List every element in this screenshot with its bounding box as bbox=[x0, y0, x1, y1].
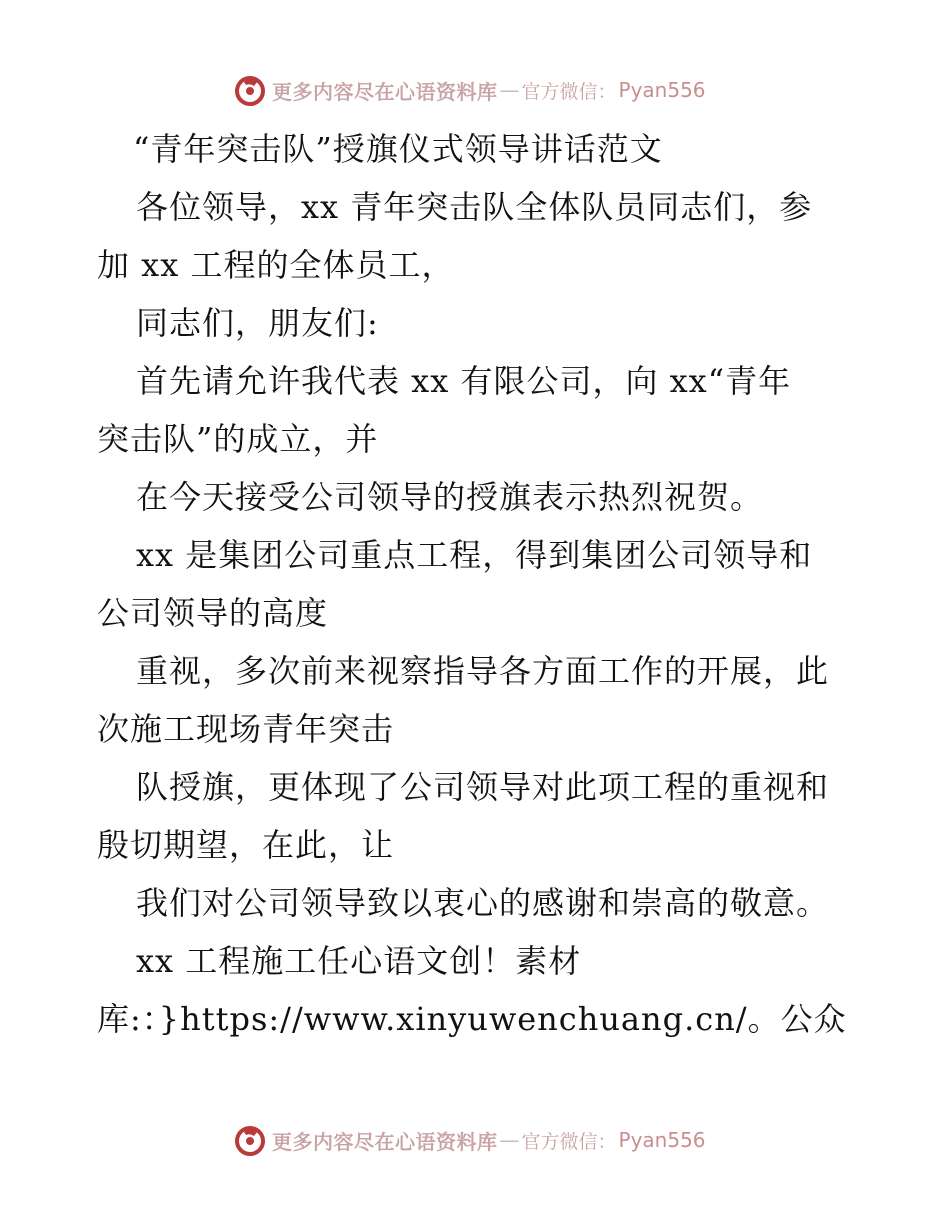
paragraph-line-url: 库:：}https://www.xinyuwenchuang.cn/。公众 bbox=[97, 1000, 847, 1038]
paragraph-line: 在今天接受公司领导的授旗表示热烈祝贺。 bbox=[136, 478, 764, 516]
wechat-id: Pyan556 bbox=[618, 1128, 706, 1152]
paragraph-line: xx 工程施工任心语文创！素材 bbox=[136, 942, 582, 980]
brand-logo-icon bbox=[232, 1122, 268, 1158]
wechat-label: 官方微信： bbox=[521, 80, 617, 103]
wechat-label: 官方微信： bbox=[521, 1130, 617, 1153]
paragraph-line: xx 是集团公司重点工程，得到集团公司领导和 bbox=[136, 536, 813, 574]
banner-separator: — bbox=[499, 1128, 520, 1152]
paragraph-line: 我们对公司领导致以衷心的感谢和崇高的敬意。 bbox=[136, 884, 830, 922]
paragraph-line: 公司领导的高度 bbox=[97, 594, 329, 632]
paragraph-line: 殷切期望，在此，让 bbox=[97, 826, 395, 864]
paragraph-line: 加 xx 工程的全体员工， bbox=[97, 246, 455, 284]
brand-text: 更多内容尽在心语资料库 bbox=[272, 79, 498, 104]
paragraph-line: 首先请允许我代表 xx 有限公司，向 xx“青年 bbox=[136, 362, 792, 400]
paragraph-line: 重视，多次前来视察指导各方面工作的开展，此 bbox=[136, 652, 830, 690]
paragraph-line: 队授旗，更体现了公司领导对此项工程的重视和 bbox=[136, 768, 830, 806]
wechat-id: Pyan556 bbox=[618, 78, 706, 102]
brand-text: 更多内容尽在心语资料库 bbox=[272, 1129, 498, 1154]
paragraph-line: 次施工现场青年突击 bbox=[97, 710, 395, 748]
paragraph-line: 同志们，朋友们: bbox=[136, 304, 379, 342]
paragraph-line: 突击队”的成立，并 bbox=[97, 420, 379, 458]
footer-banner bbox=[232, 1120, 706, 1160]
banner-separator: — bbox=[499, 78, 520, 102]
document-title: “青年突击队”授旗仪式领导讲话范文 bbox=[133, 130, 663, 168]
paragraph-line: 各位领导，xx 青年突击队全体队员同志们，参 bbox=[136, 188, 813, 226]
